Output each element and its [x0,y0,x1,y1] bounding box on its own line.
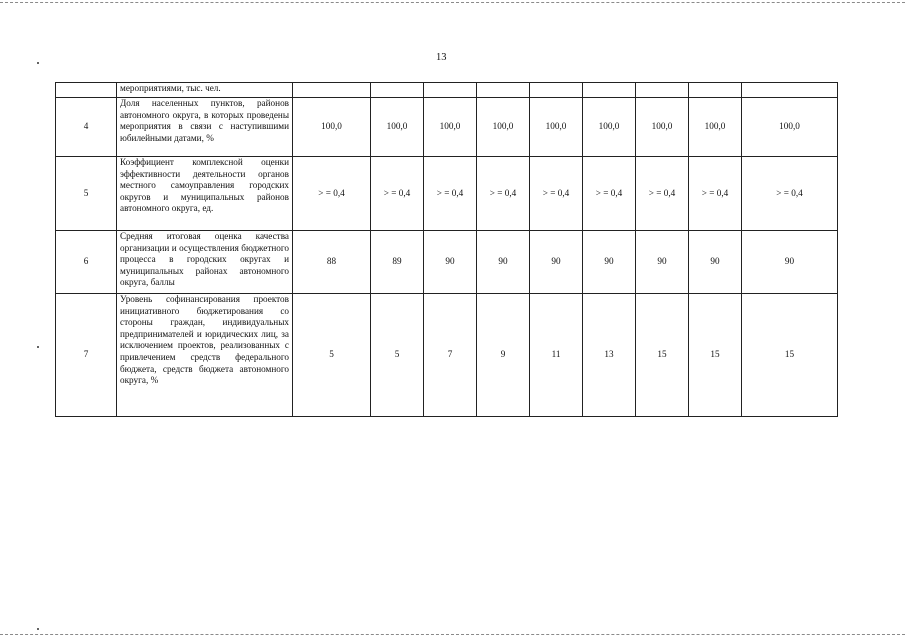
scan-edge-bottom [0,634,905,635]
scan-speck [37,628,39,630]
value-cell: 100,0 [636,98,689,157]
value-cell: 100,0 [424,98,477,157]
indicators-table [55,82,838,417]
value-cell [371,83,424,98]
row-number [56,83,117,98]
indicator-description: Средняя итоговая оценка качества организации и осуществления бюджетного процесса в городских округах и муниципальных районах автономного округа, баллы [117,231,293,294]
value-cell: 90 [477,231,530,294]
value-cell: 9 [477,294,530,417]
value-cell: > = 0,4 [636,157,689,231]
table-row [56,157,838,231]
value-cell [424,83,477,98]
value-cell: 11 [530,294,583,417]
value-cell: > = 0,4 [371,157,424,231]
row-number: 5 [56,157,117,231]
value-cell: > = 0,4 [530,157,583,231]
value-cell: > = 0,4 [424,157,477,231]
value-cell: > = 0,4 [742,157,838,231]
scan-edge-top [0,2,905,3]
value-cell [636,83,689,98]
value-cell [477,83,530,98]
value-cell: 90 [636,231,689,294]
value-cell: 13 [583,294,636,417]
indicator-description: Коэффициент комплексной оценки эффективности деятельности органов местного самоуправления городских округов и муниципальных районов автономного округа, ед. [117,157,293,231]
value-cell [583,83,636,98]
value-cell: 90 [530,231,583,294]
scan-speck [37,346,39,348]
value-cell: 15 [742,294,838,417]
value-cell: 90 [689,231,742,294]
value-cell: 7 [424,294,477,417]
table-row [56,294,838,417]
value-cell: > = 0,4 [689,157,742,231]
value-cell [742,83,838,98]
value-cell: 90 [742,231,838,294]
value-cell: 100,0 [742,98,838,157]
value-cell: > = 0,4 [477,157,530,231]
value-cell: > = 0,4 [583,157,636,231]
scan-speck [37,62,39,64]
value-cell: 15 [636,294,689,417]
value-cell: 88 [293,231,371,294]
value-cell: 100,0 [583,98,636,157]
value-cell: 100,0 [477,98,530,157]
value-cell: 15 [689,294,742,417]
value-cell: 90 [583,231,636,294]
value-cell: 5 [371,294,424,417]
value-cell [689,83,742,98]
row-number: 4 [56,98,117,157]
indicator-description: Уровень софинансирования проектов инициативного бюджетирования со стороны граждан, индивидуальных предпринимателей и юридических лиц, за исключением проектов, реализованных с привлечением средств федерального бюджета, средств бюджета автономного округа, % [117,294,293,417]
table-row [56,83,838,98]
value-cell: 100,0 [293,98,371,157]
table-row [56,98,838,157]
value-cell: 89 [371,231,424,294]
value-cell: 5 [293,294,371,417]
value-cell: 90 [424,231,477,294]
row-number: 6 [56,231,117,294]
value-cell: > = 0,4 [293,157,371,231]
page-number: 13 [436,52,447,63]
table-row [56,231,838,294]
value-cell: 100,0 [530,98,583,157]
value-cell [293,83,371,98]
indicator-description: Доля населенных пунктов, районов автономного округа, в которых проведены мероприятия в связи с наступившими юбилейными датами, % [117,98,293,157]
indicator-description: мероприятиями, тыс. чел. [117,83,293,98]
value-cell [530,83,583,98]
row-number: 7 [56,294,117,417]
value-cell: 100,0 [371,98,424,157]
value-cell: 100,0 [689,98,742,157]
